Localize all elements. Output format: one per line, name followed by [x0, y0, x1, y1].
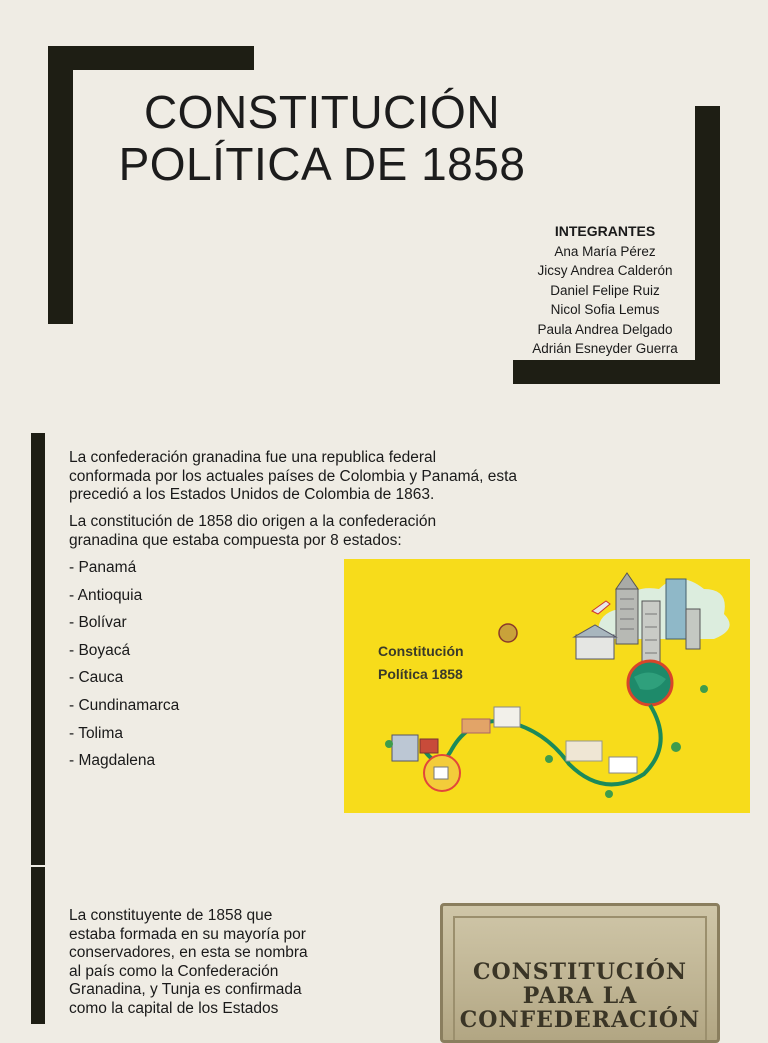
member-name: Nicol Sofia Lemus: [550, 302, 660, 317]
member-name: Daniel Felipe Ruiz: [550, 282, 660, 298]
frame-bottom-right-horizontal: [513, 360, 720, 384]
member-name: Adrián Esneyder Guerra: [532, 341, 678, 356]
states-list: [69, 559, 179, 780]
list-item: - Boyacá: [69, 641, 131, 659]
list-item: - Bolívar: [69, 614, 127, 632]
list-item: - Magdalena: [69, 752, 156, 770]
book-title-line-3: CONFEDERACIÓN: [459, 1007, 701, 1033]
frame-bottom-right-vertical: [695, 106, 720, 384]
members-list: [520, 222, 690, 359]
member-name: Ana María Pérez: [554, 243, 656, 259]
prezi-illustration: [344, 559, 750, 813]
states-intro-paragraph: La constitución de 1858 dio origen a la confederación granadina que estaba compuesta por 8 estados:: [69, 513, 437, 549]
list-item: - Antioquia: [69, 586, 143, 604]
members-heading: INTEGRANTES: [554, 223, 656, 239]
title-line-1: CONSTITUCIÓN: [143, 86, 501, 138]
page-title: [102, 86, 542, 190]
constitution-book-image: [440, 903, 720, 1043]
slide3-accent-bar: [31, 867, 45, 1024]
frame-top-left-horizontal: [48, 46, 254, 70]
book-title-line-1: CONSTITUCIÓN: [473, 959, 687, 985]
intro-paragraph: La confederación granadina fue una republica federal conformada por los actuales países de Colombia y Panamá, esta precedió a los Estados Unidos de Colombia de 1863.: [69, 449, 518, 503]
constituyente-paragraph: La constituyente de 1858 que estaba formada en su mayoría por conservadores, en esta se nombra al país como la Confederación Granadina, y Tunja es confirmada como la capital de los Estados: [69, 907, 308, 1017]
list-item: - Cundinamarca: [69, 696, 180, 714]
slide2-accent-bar: [31, 433, 45, 865]
illustration-caption-line-2: Política 1858: [378, 666, 463, 682]
illustration-caption-line-1: Constitución: [378, 643, 464, 659]
list-item: - Cauca: [69, 669, 124, 687]
list-item: - Tolima: [69, 724, 123, 742]
member-name: Paula Andrea Delgado: [537, 321, 673, 337]
illustration-graphics: [344, 559, 750, 813]
list-item: - Panamá: [69, 559, 137, 576]
book-title: [443, 960, 717, 1032]
book-title-line-2: PARA LA: [522, 983, 638, 1009]
member-name: Jicsy Andrea Calderón: [537, 263, 673, 278]
frame-top-left-vertical: [48, 46, 73, 324]
title-line-2: POLÍTICA DE 1858: [118, 138, 526, 190]
